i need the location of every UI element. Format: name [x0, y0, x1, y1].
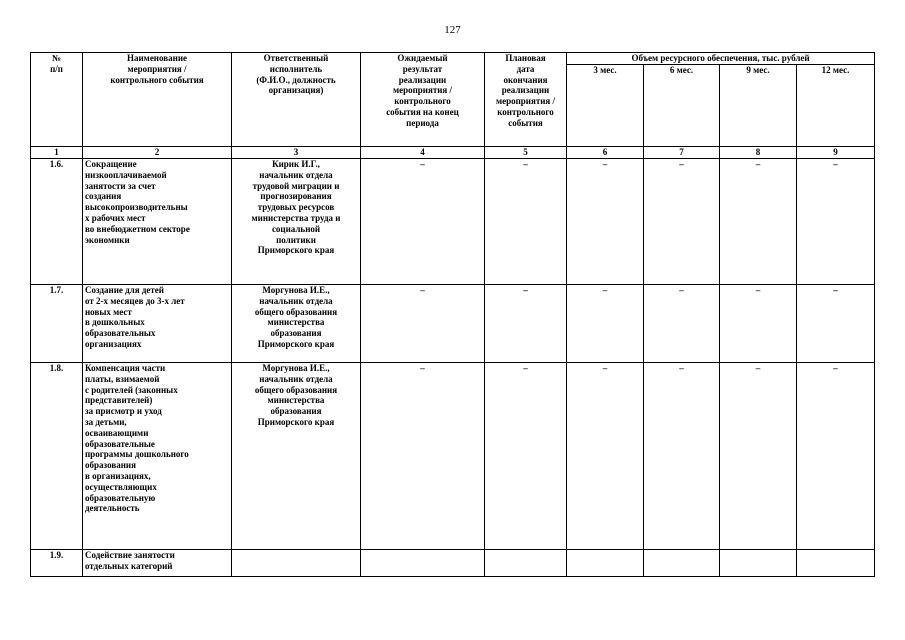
resource-3-months: – [567, 285, 644, 363]
header-12-months: 12 мес. [797, 65, 875, 147]
header-number: № п/п [31, 53, 83, 147]
resource-3-months: – [567, 363, 644, 550]
header-3-months: 3 мес. [567, 65, 644, 147]
header-6-months: 6 мес. [644, 65, 720, 147]
resource-12-months: – [797, 159, 875, 285]
planned-date [485, 550, 567, 577]
row-number: 1.6. [31, 159, 83, 285]
column-number: 1 [31, 147, 83, 159]
column-number: 2 [83, 147, 232, 159]
table-row [31, 159, 875, 285]
header-event-name: Наименование мероприятия / контрольного события [83, 53, 232, 147]
event-name: Компенсация части платы, взимаемой с родителей (законных представителей) за присмотр и уход за детьми, осваивающими образовательные программы дошкольного образования в организациях, осуществляющих образовательную деятельность [83, 363, 232, 550]
resource-9-months: – [720, 285, 797, 363]
resource-6-months: – [644, 363, 720, 550]
column-number: 9 [797, 147, 875, 159]
resource-6-months: – [644, 285, 720, 363]
table-row [31, 363, 875, 550]
header-row [31, 53, 875, 65]
table-row [31, 550, 875, 577]
planned-date: – [485, 363, 567, 550]
event-name: Сокращение низкооплачиваемой занятости за счет создания высокопроизводительны х рабочих мест во внебюджетном секторе экономики [83, 159, 232, 285]
resource-9-months: – [720, 363, 797, 550]
expected-result: – [361, 285, 485, 363]
resource-6-months: – [644, 159, 720, 285]
responsible-person: Моргунова И.Е., начальник отдела общего образования министерства образования Приморского края [232, 285, 361, 363]
column-number: 7 [644, 147, 720, 159]
row-number: 1.7. [31, 285, 83, 363]
table-row [31, 285, 875, 363]
planned-date: – [485, 159, 567, 285]
column-number: 6 [567, 147, 644, 159]
header-responsible: Ответственный исполнитель (Ф.И.О., должность организация) [232, 53, 361, 147]
resource-9-months [720, 550, 797, 577]
page-number: 127 [444, 24, 461, 36]
header-resource-volume: Объем ресурсного обеспечения, тыс. рублей [567, 53, 875, 65]
expected-result: – [361, 159, 485, 285]
header-planned-date: Плановая дата окончания реализации мероприятия / контрольного события [485, 53, 567, 147]
responsible-person: Моргунова И.Е., начальник отдела общего образования министерства образования Приморского края [232, 363, 361, 550]
resource-9-months: – [720, 159, 797, 285]
column-numbers-row [31, 147, 875, 159]
resource-6-months [644, 550, 720, 577]
action-plan-table [30, 52, 875, 577]
resource-12-months: – [797, 363, 875, 550]
expected-result [361, 550, 485, 577]
resource-3-months: – [567, 159, 644, 285]
column-number: 3 [232, 147, 361, 159]
responsible-person [232, 550, 361, 577]
row-number: 1.8. [31, 363, 83, 550]
column-number: 4 [361, 147, 485, 159]
row-number: 1.9. [31, 550, 83, 577]
resource-12-months [797, 550, 875, 577]
header-expected-result: Ожидаемый результат реализации мероприятия / контрольного события на конец периода [361, 53, 485, 147]
column-number: 8 [720, 147, 797, 159]
event-name: Создание для детей от 2-х месяцев до 3-х лет новых мест в дошкольных образовательных организациях [83, 285, 232, 363]
resource-3-months [567, 550, 644, 577]
planned-date: – [485, 285, 567, 363]
event-name: Содействие занятости отдельных категорий [83, 550, 232, 577]
header-9-months: 9 мес. [720, 65, 797, 147]
column-number: 5 [485, 147, 567, 159]
expected-result: – [361, 363, 485, 550]
responsible-person: Кирик И.Г., начальник отдела трудовой миграции и прогнозирования трудовых ресурсов министерства труда и социальной политики Приморского края [232, 159, 361, 285]
resource-12-months: – [797, 285, 875, 363]
